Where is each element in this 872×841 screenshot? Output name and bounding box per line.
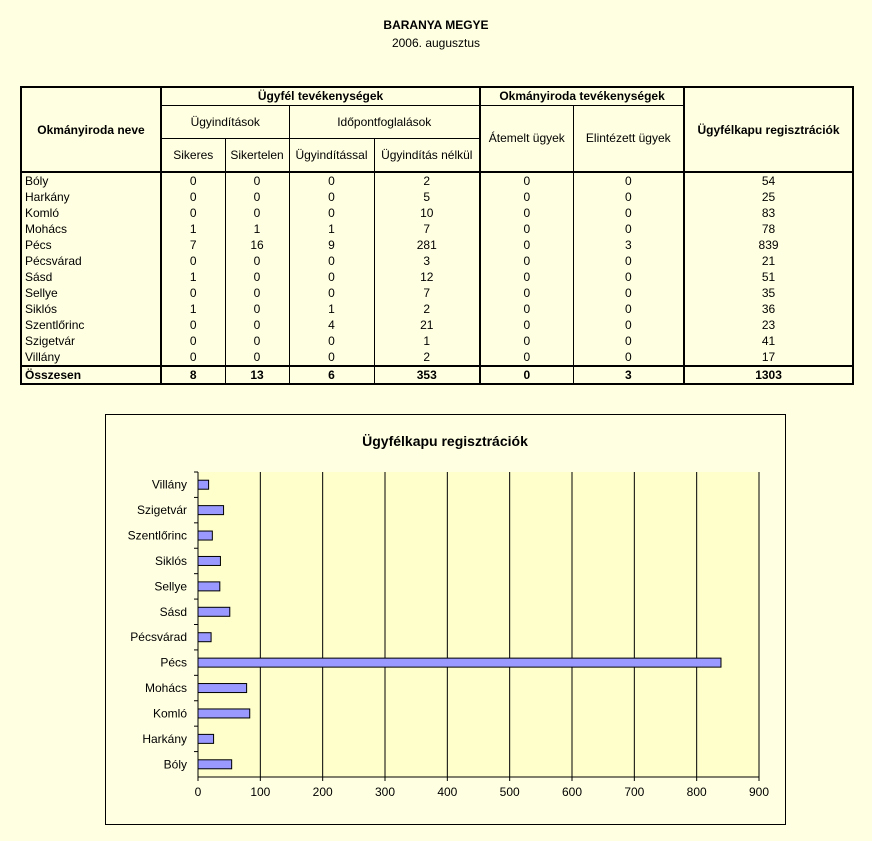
value-cell: 0 <box>573 189 684 205</box>
table-total-row <box>21 366 853 384</box>
bar <box>198 658 721 667</box>
bar <box>198 709 250 718</box>
x-tick-label: 0 <box>194 785 202 799</box>
value-cell: 0 <box>573 253 684 269</box>
value-cell: 1 <box>161 221 225 237</box>
value-cell: 0 <box>225 172 289 189</box>
y-tick-label: Sásd <box>159 604 187 619</box>
value-cell: 0 <box>289 205 374 221</box>
header-transferred-cases: Átemelt ügyek <box>480 105 573 172</box>
bar <box>198 582 220 591</box>
x-tick-label: 300 <box>374 785 396 799</box>
office-name-cell: Szigetvár <box>21 333 161 349</box>
value-cell: 1 <box>289 221 374 237</box>
value-cell: 0 <box>161 189 225 205</box>
value-cell: 0 <box>289 333 374 349</box>
value-cell: 0 <box>573 349 684 366</box>
value-cell: 0 <box>225 253 289 269</box>
value-cell: 0 <box>573 269 684 285</box>
value-cell: 78 <box>684 221 853 237</box>
table-row <box>21 205 853 221</box>
table-row <box>21 253 853 269</box>
value-cell: 0 <box>161 349 225 366</box>
table-row <box>21 349 853 366</box>
value-cell: 0 <box>480 366 573 384</box>
office-name-cell: Harkány <box>21 189 161 205</box>
y-tick-label: Sellye <box>154 579 187 594</box>
value-cell: 0 <box>225 301 289 317</box>
value-cell: 0 <box>573 301 684 317</box>
value-cell: 5 <box>374 189 480 205</box>
y-tick-label: Pécsvárad <box>130 630 187 645</box>
value-cell: 0 <box>480 189 573 205</box>
value-cell: 0 <box>480 253 573 269</box>
value-cell: 0 <box>289 189 374 205</box>
value-cell: 0 <box>161 253 225 269</box>
x-tick-label: 200 <box>312 785 333 799</box>
y-tick-label: Siklós <box>154 553 187 568</box>
y-tick-label: Pécs <box>160 655 187 670</box>
y-tick-label: Mohács <box>144 681 187 696</box>
value-cell: 10 <box>374 205 480 221</box>
header-without-case-start: Ügyindítás nélkül <box>374 138 480 172</box>
value-cell: 3 <box>374 253 480 269</box>
value-cell: 0 <box>225 205 289 221</box>
value-cell: 12 <box>374 269 480 285</box>
data-table <box>20 86 854 385</box>
office-name-cell: Szentlőrinc <box>21 317 161 333</box>
value-cell: 0 <box>480 269 573 285</box>
plot-area <box>198 472 759 777</box>
bar <box>198 633 211 642</box>
value-cell: 0 <box>225 349 289 366</box>
office-name-cell: Siklós <box>21 301 161 317</box>
header-case-starts: Ügyindítások <box>161 105 289 138</box>
header-office-activities: Okmányiroda tevékenységek <box>480 87 684 105</box>
value-cell: 0 <box>480 285 573 301</box>
value-cell: 0 <box>225 269 289 285</box>
bar <box>198 506 224 515</box>
value-cell: 21 <box>374 317 480 333</box>
value-cell: 353 <box>374 366 480 384</box>
chart-title: Ügyfélkapu regisztrációk <box>362 433 528 449</box>
value-cell: 83 <box>684 205 853 221</box>
value-cell: 8 <box>161 366 225 384</box>
value-cell: 0 <box>225 333 289 349</box>
x-tick-label: 900 <box>748 785 770 799</box>
value-cell: 1 <box>374 333 480 349</box>
value-cell: 0 <box>480 205 573 221</box>
office-name-cell: Komló <box>21 205 161 221</box>
bar <box>198 760 232 769</box>
x-tick-label: 600 <box>561 785 583 799</box>
value-cell: 0 <box>573 285 684 301</box>
y-tick-label: Szentlőrinc <box>127 528 187 543</box>
x-tick-label: 400 <box>437 785 458 799</box>
value-cell: 7 <box>161 237 225 253</box>
bar <box>198 531 212 540</box>
value-cell: 6 <box>289 366 374 384</box>
value-cell: 0 <box>289 269 374 285</box>
value-cell: 35 <box>684 285 853 301</box>
bar-chart <box>106 415 785 824</box>
office-name-cell: Sásd <box>21 269 161 285</box>
value-cell: 3 <box>573 237 684 253</box>
value-cell: 0 <box>161 172 225 189</box>
value-cell: 0 <box>573 333 684 349</box>
value-cell: 0 <box>480 221 573 237</box>
office-name-cell: Összesen <box>21 366 161 384</box>
bar <box>198 684 247 693</box>
x-tick-label: 700 <box>624 785 645 799</box>
bar <box>198 480 209 489</box>
table-row <box>21 285 853 301</box>
table-row <box>21 237 853 253</box>
office-name-cell: Bóly <box>21 172 161 189</box>
page-subtitle: 2006. augusztus <box>391 36 481 50</box>
value-cell: 0 <box>161 317 225 333</box>
value-cell: 1 <box>225 221 289 237</box>
value-cell: 51 <box>684 269 853 285</box>
table-row <box>21 221 853 237</box>
value-cell: 21 <box>684 253 853 269</box>
header-client-activities: Ügyfél tevékenységek <box>161 87 480 105</box>
y-tick-label: Komló <box>152 706 187 721</box>
x-tick-label: 100 <box>250 785 271 799</box>
value-cell: 25 <box>684 189 853 205</box>
value-cell: 0 <box>573 317 684 333</box>
x-tick-label: 800 <box>686 785 707 799</box>
office-name-cell: Villány <box>21 349 161 366</box>
value-cell: 16 <box>225 237 289 253</box>
value-cell: 7 <box>374 221 480 237</box>
table-row <box>21 317 853 333</box>
value-cell: 1 <box>161 269 225 285</box>
value-cell: 1 <box>161 301 225 317</box>
office-name-cell: Pécsvárad <box>21 253 161 269</box>
value-cell: 0 <box>225 317 289 333</box>
y-tick-label: Harkány <box>142 731 187 746</box>
value-cell: 0 <box>480 349 573 366</box>
value-cell: 1303 <box>684 366 853 384</box>
chart-panel <box>105 414 786 825</box>
header-successful: Sikeres <box>161 138 225 172</box>
value-cell: 0 <box>573 172 684 189</box>
value-cell: 41 <box>684 333 853 349</box>
value-cell: 281 <box>374 237 480 253</box>
table-row <box>21 269 853 285</box>
table-row <box>21 189 853 205</box>
header-client-gate-registrations: Ügyfélkapu regisztrációk <box>684 87 853 172</box>
x-tick-label: 500 <box>499 785 520 799</box>
header-settled-cases: Elintézett ügyek <box>573 105 684 172</box>
value-cell: 54 <box>684 172 853 189</box>
value-cell: 23 <box>684 317 853 333</box>
value-cell: 7 <box>374 285 480 301</box>
value-cell: 13 <box>225 366 289 384</box>
value-cell: 0 <box>225 285 289 301</box>
bar <box>198 556 220 565</box>
value-cell: 0 <box>161 333 225 349</box>
table-row <box>21 172 853 189</box>
y-tick-label: Bóly <box>163 757 187 772</box>
value-cell: 0 <box>573 221 684 237</box>
office-name-cell: Sellye <box>21 285 161 301</box>
office-name-cell: Mohács <box>21 221 161 237</box>
header-office-name: Okmányiroda neve <box>21 87 161 172</box>
bar <box>198 607 230 616</box>
value-cell: 0 <box>573 205 684 221</box>
value-cell: 1 <box>289 301 374 317</box>
table-row <box>21 301 853 317</box>
y-tick-label: Szigetvár <box>136 503 187 518</box>
value-cell: 0 <box>289 349 374 366</box>
value-cell: 0 <box>480 237 573 253</box>
value-cell: 3 <box>573 366 684 384</box>
header-appointments: Időpontfoglalások <box>289 105 480 138</box>
value-cell: 0 <box>480 317 573 333</box>
value-cell: 0 <box>161 285 225 301</box>
page-title: BARANYA MEGYE <box>383 18 489 32</box>
table-row <box>21 333 853 349</box>
value-cell: 0 <box>225 189 289 205</box>
value-cell: 0 <box>289 172 374 189</box>
value-cell: 0 <box>289 253 374 269</box>
value-cell: 0 <box>480 172 573 189</box>
value-cell: 839 <box>684 237 853 253</box>
value-cell: 2 <box>374 301 480 317</box>
office-name-cell: Pécs <box>21 237 161 253</box>
value-cell: 9 <box>289 237 374 253</box>
value-cell: 0 <box>480 333 573 349</box>
value-cell: 0 <box>289 285 374 301</box>
value-cell: 0 <box>480 301 573 317</box>
header-with-case-start: Ügyindítással <box>289 138 374 172</box>
bar <box>198 734 214 743</box>
value-cell: 0 <box>161 205 225 221</box>
value-cell: 2 <box>374 349 480 366</box>
value-cell: 17 <box>684 349 853 366</box>
y-tick-label: Villány <box>151 477 187 492</box>
value-cell: 36 <box>684 301 853 317</box>
value-cell: 2 <box>374 172 480 189</box>
header-unsuccessful: Sikertelen <box>225 138 289 172</box>
value-cell: 4 <box>289 317 374 333</box>
